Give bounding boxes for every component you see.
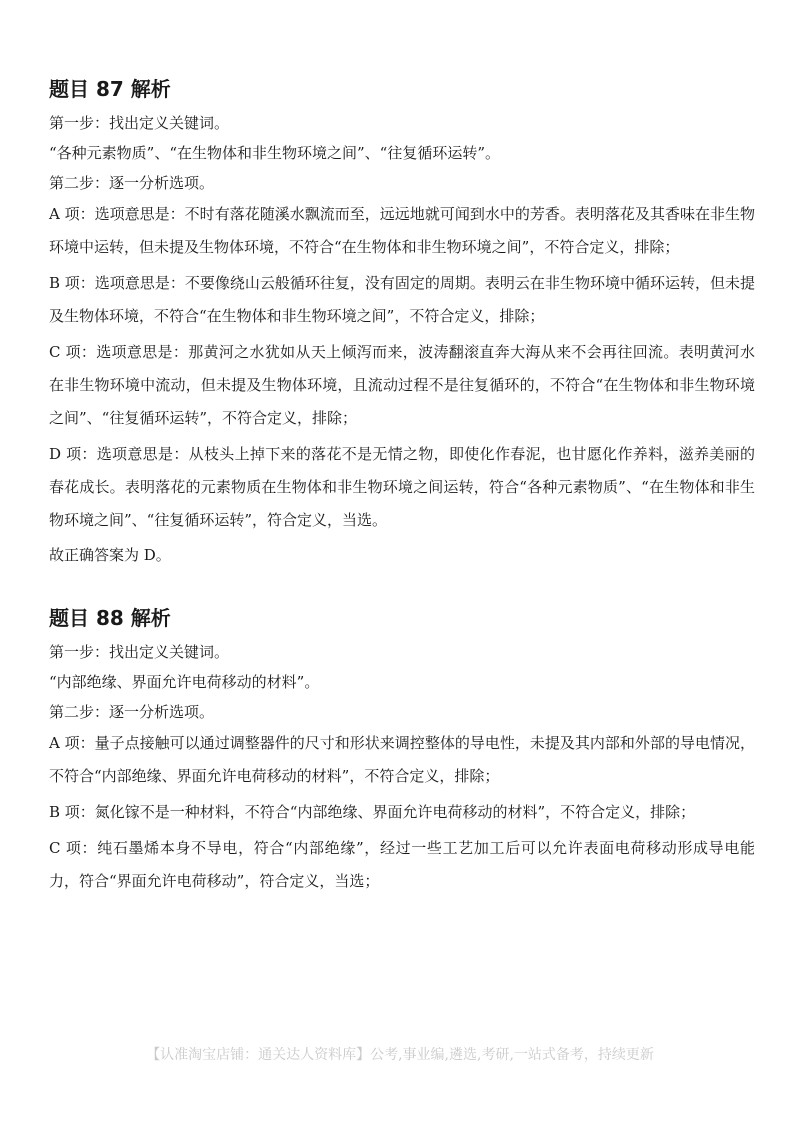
document-page: [49, 74, 755, 931]
step-two-text: 第二步：逐一分析选项。: [49, 703, 215, 721]
step-one-text: 第一步：找出定义关键词。: [49, 643, 230, 661]
keywords-text: “内部绝缘、界面允许电荷移动的材料”。: [49, 673, 320, 691]
footer-watermark: 【认准淘宝店铺：通关达人资料库】公考,事业编,遴选,考研,一站式备考，持续更新: [146, 1047, 654, 1063]
step-one-text: 第一步：找出定义关键词。: [49, 114, 230, 132]
section-title: 题目 88 解析: [49, 606, 171, 630]
option-a-paragraph: A 项：选项意思是：不时有落花随溪水飘流而至，远远地就可闻到水中的芳香。表明落花及其香味在非生物环境中运转，但未提及生物体环境，不符合“在生物体和非生物环境之间”，不符合定义，排除；: [49, 205, 755, 256]
section-title: 题目 87 解析: [49, 77, 171, 101]
question-87-analysis: [49, 74, 755, 570]
option-b-paragraph: B 项：氮化镓不是一种材料，不符合“内部绝缘、界面允许电荷移动的材料”，不符合定义，排除；: [49, 803, 696, 821]
answer-text: 故正确答案为 D。: [49, 546, 171, 564]
option-b-paragraph: B 项：选项意思是：不要像绕山云般循环往复，没有固定的周期。表明云在非生物环境中循环运转，但未提及生物体环境，不符合“在生物体和非生物环境之间”，不符合定义，排除；: [49, 274, 755, 325]
option-c-paragraph: C 项：纯石墨烯本身不导电，符合“内部绝缘”，经过一些工艺加工后可以允许表面电荷移动形成导电能力，符合“界面允许电荷移动”，符合定义，当选；: [49, 839, 755, 890]
option-d-paragraph: D 项：选项意思是：从枝头上掉下来的落花不是无情之物，即使化作春泥，也甘愿化作养料，滋养美丽的春花成长。表明落花的元素物质在生物体和非生物环境之间运转，符合“各种元素物质”、“在生物体和非生物环境之间”、“往复循环运转”，符合定义，当选。: [49, 445, 755, 529]
question-88-analysis: [49, 603, 755, 898]
keywords-text: “各种元素物质”、“在生物体和非生物环境之间”、“往复循环运转”。: [49, 144, 501, 162]
option-c-paragraph: C 项：选项意思是：那黄河之水犹如从天上倾泻而来，波涛翻滚直奔大海从来不会再往回流。表明黄河水在非生物环境中流动，但未提及生物体环境，且流动过程不是往复循环的，不符合“在生物体和非生物环境之间”、“往复循环运转”，不符合定义，排除；: [49, 343, 755, 427]
option-a-paragraph: A 项：量子点接触可以通过调整器件的尺寸和形状来调控整体的导电性，未提及其内部和外部的导电情况，不符合“内部绝缘、界面允许电荷移动的材料”，不符合定义，排除；: [49, 734, 755, 785]
step-two-text: 第二步：逐一分析选项。: [49, 174, 215, 192]
